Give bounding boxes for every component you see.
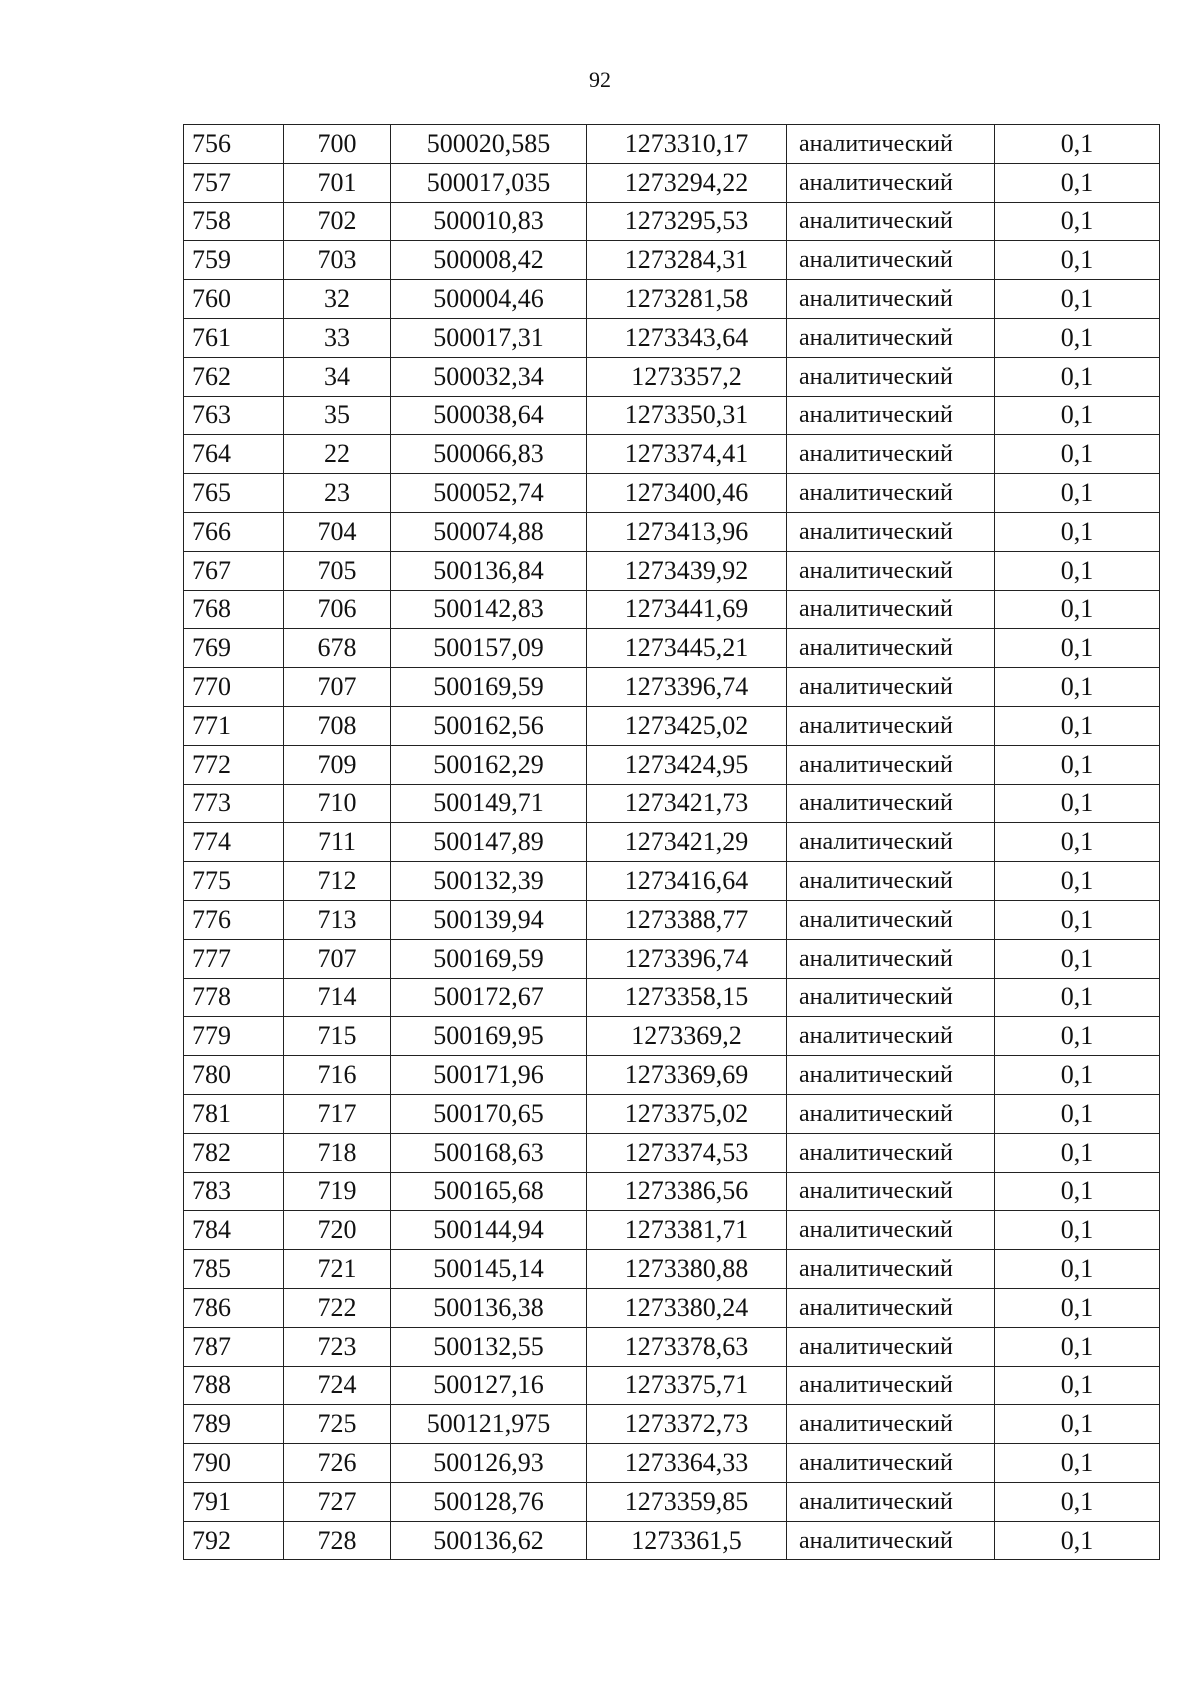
point-id-cell: 705 (284, 551, 391, 590)
y-coordinate-cell: 1273378,63 (587, 1327, 787, 1366)
point-id-cell: 725 (284, 1405, 391, 1444)
accuracy-cell: 0,1 (995, 1405, 1160, 1444)
point-id-cell: 716 (284, 1056, 391, 1095)
point-number-cell: 772 (184, 745, 284, 784)
accuracy-cell: 0,1 (995, 1327, 1160, 1366)
accuracy-cell: 0,1 (995, 668, 1160, 707)
y-coordinate-cell: 1273310,17 (587, 125, 787, 164)
y-coordinate-cell: 1273416,64 (587, 862, 787, 901)
point-number-cell: 764 (184, 435, 284, 474)
point-number-cell: 771 (184, 706, 284, 745)
point-id-cell: 700 (284, 125, 391, 164)
method-cell: аналитический (787, 241, 995, 280)
point-number-cell: 785 (184, 1250, 284, 1289)
point-id-cell: 715 (284, 1017, 391, 1056)
y-coordinate-cell: 1273396,74 (587, 668, 787, 707)
y-coordinate-cell: 1273381,71 (587, 1211, 787, 1250)
method-cell: аналитический (787, 745, 995, 784)
accuracy-cell: 0,1 (995, 1444, 1160, 1483)
table-row (184, 784, 1160, 823)
method-cell: аналитический (787, 784, 995, 823)
y-coordinate-cell: 1273425,02 (587, 706, 787, 745)
method-cell: аналитический (787, 318, 995, 357)
point-id-cell: 718 (284, 1133, 391, 1172)
table-row (184, 629, 1160, 668)
point-number-cell: 779 (184, 1017, 284, 1056)
y-coordinate-cell: 1273400,46 (587, 474, 787, 513)
point-id-cell: 706 (284, 590, 391, 629)
point-number-cell: 774 (184, 823, 284, 862)
table-row (184, 862, 1160, 901)
method-cell: аналитический (787, 978, 995, 1017)
method-cell: аналитический (787, 357, 995, 396)
accuracy-cell: 0,1 (995, 125, 1160, 164)
accuracy-cell: 0,1 (995, 474, 1160, 513)
point-number-cell: 781 (184, 1094, 284, 1133)
point-number-cell: 791 (184, 1482, 284, 1521)
method-cell: аналитический (787, 125, 995, 164)
point-number-cell: 777 (184, 939, 284, 978)
point-id-cell: 720 (284, 1211, 391, 1250)
table-row (184, 1211, 1160, 1250)
accuracy-cell: 0,1 (995, 1366, 1160, 1405)
point-number-cell: 767 (184, 551, 284, 590)
x-coordinate-cell: 500169,95 (391, 1017, 587, 1056)
page-number: 92 (589, 67, 611, 92)
table-row (184, 1405, 1160, 1444)
point-number-cell: 775 (184, 862, 284, 901)
x-coordinate-cell: 500171,96 (391, 1056, 587, 1095)
point-number-cell: 788 (184, 1366, 284, 1405)
point-id-cell: 22 (284, 435, 391, 474)
point-number-cell: 778 (184, 978, 284, 1017)
table-row (184, 1017, 1160, 1056)
accuracy-cell: 0,1 (995, 1133, 1160, 1172)
y-coordinate-cell: 1273396,74 (587, 939, 787, 978)
point-number-cell: 766 (184, 512, 284, 551)
method-cell: аналитический (787, 1133, 995, 1172)
x-coordinate-cell: 500162,29 (391, 745, 587, 784)
y-coordinate-cell: 1273374,41 (587, 435, 787, 474)
method-cell: аналитический (787, 202, 995, 241)
accuracy-cell: 0,1 (995, 512, 1160, 551)
table-row (184, 318, 1160, 357)
accuracy-cell: 0,1 (995, 396, 1160, 435)
x-coordinate-cell: 500032,34 (391, 357, 587, 396)
method-cell: аналитический (787, 1288, 995, 1327)
accuracy-cell: 0,1 (995, 978, 1160, 1017)
accuracy-cell: 0,1 (995, 745, 1160, 784)
y-coordinate-cell: 1273421,73 (587, 784, 787, 823)
point-id-cell: 728 (284, 1521, 391, 1560)
point-id-cell: 707 (284, 939, 391, 978)
y-coordinate-cell: 1273281,58 (587, 280, 787, 319)
accuracy-cell: 0,1 (995, 706, 1160, 745)
table-row (184, 1056, 1160, 1095)
table-row (184, 1133, 1160, 1172)
method-cell: аналитический (787, 862, 995, 901)
y-coordinate-cell: 1273388,77 (587, 900, 787, 939)
x-coordinate-cell: 500169,59 (391, 939, 587, 978)
x-coordinate-cell: 500132,39 (391, 862, 587, 901)
method-cell: аналитический (787, 396, 995, 435)
table-row (184, 163, 1160, 202)
table-row (184, 474, 1160, 513)
x-coordinate-cell: 500066,83 (391, 435, 587, 474)
y-coordinate-cell: 1273439,92 (587, 551, 787, 590)
y-coordinate-cell: 1273375,71 (587, 1366, 787, 1405)
method-cell: аналитический (787, 1444, 995, 1483)
table-row (184, 1094, 1160, 1133)
x-coordinate-cell: 500147,89 (391, 823, 587, 862)
accuracy-cell: 0,1 (995, 1288, 1160, 1327)
table-row (184, 280, 1160, 319)
y-coordinate-cell: 1273295,53 (587, 202, 787, 241)
y-coordinate-cell: 1273380,88 (587, 1250, 787, 1289)
method-cell: аналитический (787, 1250, 995, 1289)
y-coordinate-cell: 1273441,69 (587, 590, 787, 629)
table-row (184, 1482, 1160, 1521)
point-id-cell: 723 (284, 1327, 391, 1366)
table-row (184, 745, 1160, 784)
method-cell: аналитический (787, 668, 995, 707)
method-cell: аналитический (787, 1172, 995, 1211)
x-coordinate-cell: 500136,38 (391, 1288, 587, 1327)
table-row (184, 125, 1160, 164)
x-coordinate-cell: 500010,83 (391, 202, 587, 241)
method-cell: аналитический (787, 706, 995, 745)
x-coordinate-cell: 500170,65 (391, 1094, 587, 1133)
x-coordinate-cell: 500139,94 (391, 900, 587, 939)
x-coordinate-cell: 500162,56 (391, 706, 587, 745)
point-id-cell: 724 (284, 1366, 391, 1405)
point-number-cell: 757 (184, 163, 284, 202)
point-number-cell: 780 (184, 1056, 284, 1095)
coordinates-table-body (184, 125, 1160, 1560)
point-number-cell: 760 (184, 280, 284, 319)
point-number-cell: 784 (184, 1211, 284, 1250)
y-coordinate-cell: 1273350,31 (587, 396, 787, 435)
table-row (184, 512, 1160, 551)
method-cell: аналитический (787, 1327, 995, 1366)
point-id-cell: 712 (284, 862, 391, 901)
point-id-cell: 713 (284, 900, 391, 939)
point-number-cell: 763 (184, 396, 284, 435)
method-cell: аналитический (787, 163, 995, 202)
coordinates-table (183, 124, 1160, 1560)
y-coordinate-cell: 1273369,69 (587, 1056, 787, 1095)
x-coordinate-cell: 500136,62 (391, 1521, 587, 1560)
y-coordinate-cell: 1273361,5 (587, 1521, 787, 1560)
point-id-cell: 722 (284, 1288, 391, 1327)
point-id-cell: 726 (284, 1444, 391, 1483)
x-coordinate-cell: 500008,42 (391, 241, 587, 280)
method-cell: аналитический (787, 900, 995, 939)
x-coordinate-cell: 500004,46 (391, 280, 587, 319)
point-id-cell: 708 (284, 706, 391, 745)
x-coordinate-cell: 500136,84 (391, 551, 587, 590)
x-coordinate-cell: 500128,76 (391, 1482, 587, 1521)
y-coordinate-cell: 1273359,85 (587, 1482, 787, 1521)
x-coordinate-cell: 500121,975 (391, 1405, 587, 1444)
point-number-cell: 761 (184, 318, 284, 357)
point-number-cell: 787 (184, 1327, 284, 1366)
accuracy-cell: 0,1 (995, 1482, 1160, 1521)
method-cell: аналитический (787, 1521, 995, 1560)
method-cell: аналитический (787, 1482, 995, 1521)
x-coordinate-cell: 500172,67 (391, 978, 587, 1017)
point-id-cell: 704 (284, 512, 391, 551)
method-cell: аналитический (787, 939, 995, 978)
y-coordinate-cell: 1273284,31 (587, 241, 787, 280)
table-row (184, 357, 1160, 396)
table-row (184, 1444, 1160, 1483)
table-row (184, 435, 1160, 474)
point-number-cell: 758 (184, 202, 284, 241)
x-coordinate-cell: 500127,16 (391, 1366, 587, 1405)
x-coordinate-cell: 500145,14 (391, 1250, 587, 1289)
y-coordinate-cell: 1273413,96 (587, 512, 787, 551)
x-coordinate-cell: 500144,94 (391, 1211, 587, 1250)
table-row (184, 202, 1160, 241)
point-id-cell: 727 (284, 1482, 391, 1521)
point-id-cell: 719 (284, 1172, 391, 1211)
point-number-cell: 770 (184, 668, 284, 707)
method-cell: аналитический (787, 435, 995, 474)
point-id-cell: 711 (284, 823, 391, 862)
method-cell: аналитический (787, 1056, 995, 1095)
x-coordinate-cell: 500169,59 (391, 668, 587, 707)
point-id-cell: 710 (284, 784, 391, 823)
accuracy-cell: 0,1 (995, 862, 1160, 901)
table-row (184, 706, 1160, 745)
point-number-cell: 762 (184, 357, 284, 396)
method-cell: аналитический (787, 823, 995, 862)
point-number-cell: 790 (184, 1444, 284, 1483)
accuracy-cell: 0,1 (995, 1094, 1160, 1133)
point-id-cell: 34 (284, 357, 391, 396)
y-coordinate-cell: 1273386,56 (587, 1172, 787, 1211)
point-number-cell: 759 (184, 241, 284, 280)
table-row (184, 1250, 1160, 1289)
point-id-cell: 678 (284, 629, 391, 668)
accuracy-cell: 0,1 (995, 784, 1160, 823)
point-id-cell: 701 (284, 163, 391, 202)
point-id-cell: 721 (284, 1250, 391, 1289)
accuracy-cell: 0,1 (995, 280, 1160, 319)
accuracy-cell: 0,1 (995, 163, 1160, 202)
accuracy-cell: 0,1 (995, 823, 1160, 862)
point-id-cell: 35 (284, 396, 391, 435)
y-coordinate-cell: 1273372,73 (587, 1405, 787, 1444)
method-cell: аналитический (787, 1211, 995, 1250)
point-id-cell: 703 (284, 241, 391, 280)
accuracy-cell: 0,1 (995, 1056, 1160, 1095)
point-number-cell: 789 (184, 1405, 284, 1444)
y-coordinate-cell: 1273380,24 (587, 1288, 787, 1327)
method-cell: аналитический (787, 551, 995, 590)
x-coordinate-cell: 500020,585 (391, 125, 587, 164)
table-row (184, 1288, 1160, 1327)
method-cell: аналитический (787, 512, 995, 551)
point-id-cell: 23 (284, 474, 391, 513)
point-number-cell: 773 (184, 784, 284, 823)
accuracy-cell: 0,1 (995, 241, 1160, 280)
y-coordinate-cell: 1273364,33 (587, 1444, 787, 1483)
x-coordinate-cell: 500017,035 (391, 163, 587, 202)
accuracy-cell: 0,1 (995, 357, 1160, 396)
accuracy-cell: 0,1 (995, 590, 1160, 629)
y-coordinate-cell: 1273357,2 (587, 357, 787, 396)
table-row (184, 900, 1160, 939)
method-cell: аналитический (787, 1094, 995, 1133)
table-row (184, 1172, 1160, 1211)
point-number-cell: 783 (184, 1172, 284, 1211)
accuracy-cell: 0,1 (995, 939, 1160, 978)
accuracy-cell: 0,1 (995, 1211, 1160, 1250)
y-coordinate-cell: 1273421,29 (587, 823, 787, 862)
point-id-cell: 702 (284, 202, 391, 241)
table-row (184, 668, 1160, 707)
x-coordinate-cell: 500132,55 (391, 1327, 587, 1366)
point-number-cell: 756 (184, 125, 284, 164)
accuracy-cell: 0,1 (995, 1172, 1160, 1211)
y-coordinate-cell: 1273445,21 (587, 629, 787, 668)
accuracy-cell: 0,1 (995, 435, 1160, 474)
y-coordinate-cell: 1273374,53 (587, 1133, 787, 1172)
table-row (184, 241, 1160, 280)
point-number-cell: 768 (184, 590, 284, 629)
method-cell: аналитический (787, 1366, 995, 1405)
point-number-cell: 792 (184, 1521, 284, 1560)
y-coordinate-cell: 1273343,64 (587, 318, 787, 357)
y-coordinate-cell: 1273358,15 (587, 978, 787, 1017)
method-cell: аналитический (787, 1405, 995, 1444)
accuracy-cell: 0,1 (995, 318, 1160, 357)
x-coordinate-cell: 500074,88 (391, 512, 587, 551)
method-cell: аналитический (787, 280, 995, 319)
x-coordinate-cell: 500157,09 (391, 629, 587, 668)
accuracy-cell: 0,1 (995, 629, 1160, 668)
method-cell: аналитический (787, 1017, 995, 1056)
accuracy-cell: 0,1 (995, 900, 1160, 939)
x-coordinate-cell: 500126,93 (391, 1444, 587, 1483)
point-id-cell: 707 (284, 668, 391, 707)
method-cell: аналитический (787, 590, 995, 629)
accuracy-cell: 0,1 (995, 1250, 1160, 1289)
x-coordinate-cell: 500017,31 (391, 318, 587, 357)
accuracy-cell: 0,1 (995, 1521, 1160, 1560)
y-coordinate-cell: 1273294,22 (587, 163, 787, 202)
x-coordinate-cell: 500142,83 (391, 590, 587, 629)
point-id-cell: 33 (284, 318, 391, 357)
table-row (184, 978, 1160, 1017)
x-coordinate-cell: 500052,74 (391, 474, 587, 513)
point-number-cell: 769 (184, 629, 284, 668)
point-number-cell: 776 (184, 900, 284, 939)
table-row (184, 939, 1160, 978)
point-number-cell: 786 (184, 1288, 284, 1327)
point-id-cell: 32 (284, 280, 391, 319)
y-coordinate-cell: 1273375,02 (587, 1094, 787, 1133)
table-row (184, 823, 1160, 862)
table-row (184, 1366, 1160, 1405)
method-cell: аналитический (787, 474, 995, 513)
x-coordinate-cell: 500149,71 (391, 784, 587, 823)
table-row (184, 1327, 1160, 1366)
y-coordinate-cell: 1273369,2 (587, 1017, 787, 1056)
x-coordinate-cell: 500168,63 (391, 1133, 587, 1172)
point-id-cell: 717 (284, 1094, 391, 1133)
table-row (184, 590, 1160, 629)
point-number-cell: 765 (184, 474, 284, 513)
x-coordinate-cell: 500165,68 (391, 1172, 587, 1211)
table-row (184, 551, 1160, 590)
table-row (184, 1521, 1160, 1560)
accuracy-cell: 0,1 (995, 1017, 1160, 1056)
point-number-cell: 782 (184, 1133, 284, 1172)
y-coordinate-cell: 1273424,95 (587, 745, 787, 784)
method-cell: аналитический (787, 629, 995, 668)
table-row (184, 396, 1160, 435)
point-id-cell: 714 (284, 978, 391, 1017)
point-id-cell: 709 (284, 745, 391, 784)
accuracy-cell: 0,1 (995, 551, 1160, 590)
x-coordinate-cell: 500038,64 (391, 396, 587, 435)
accuracy-cell: 0,1 (995, 202, 1160, 241)
